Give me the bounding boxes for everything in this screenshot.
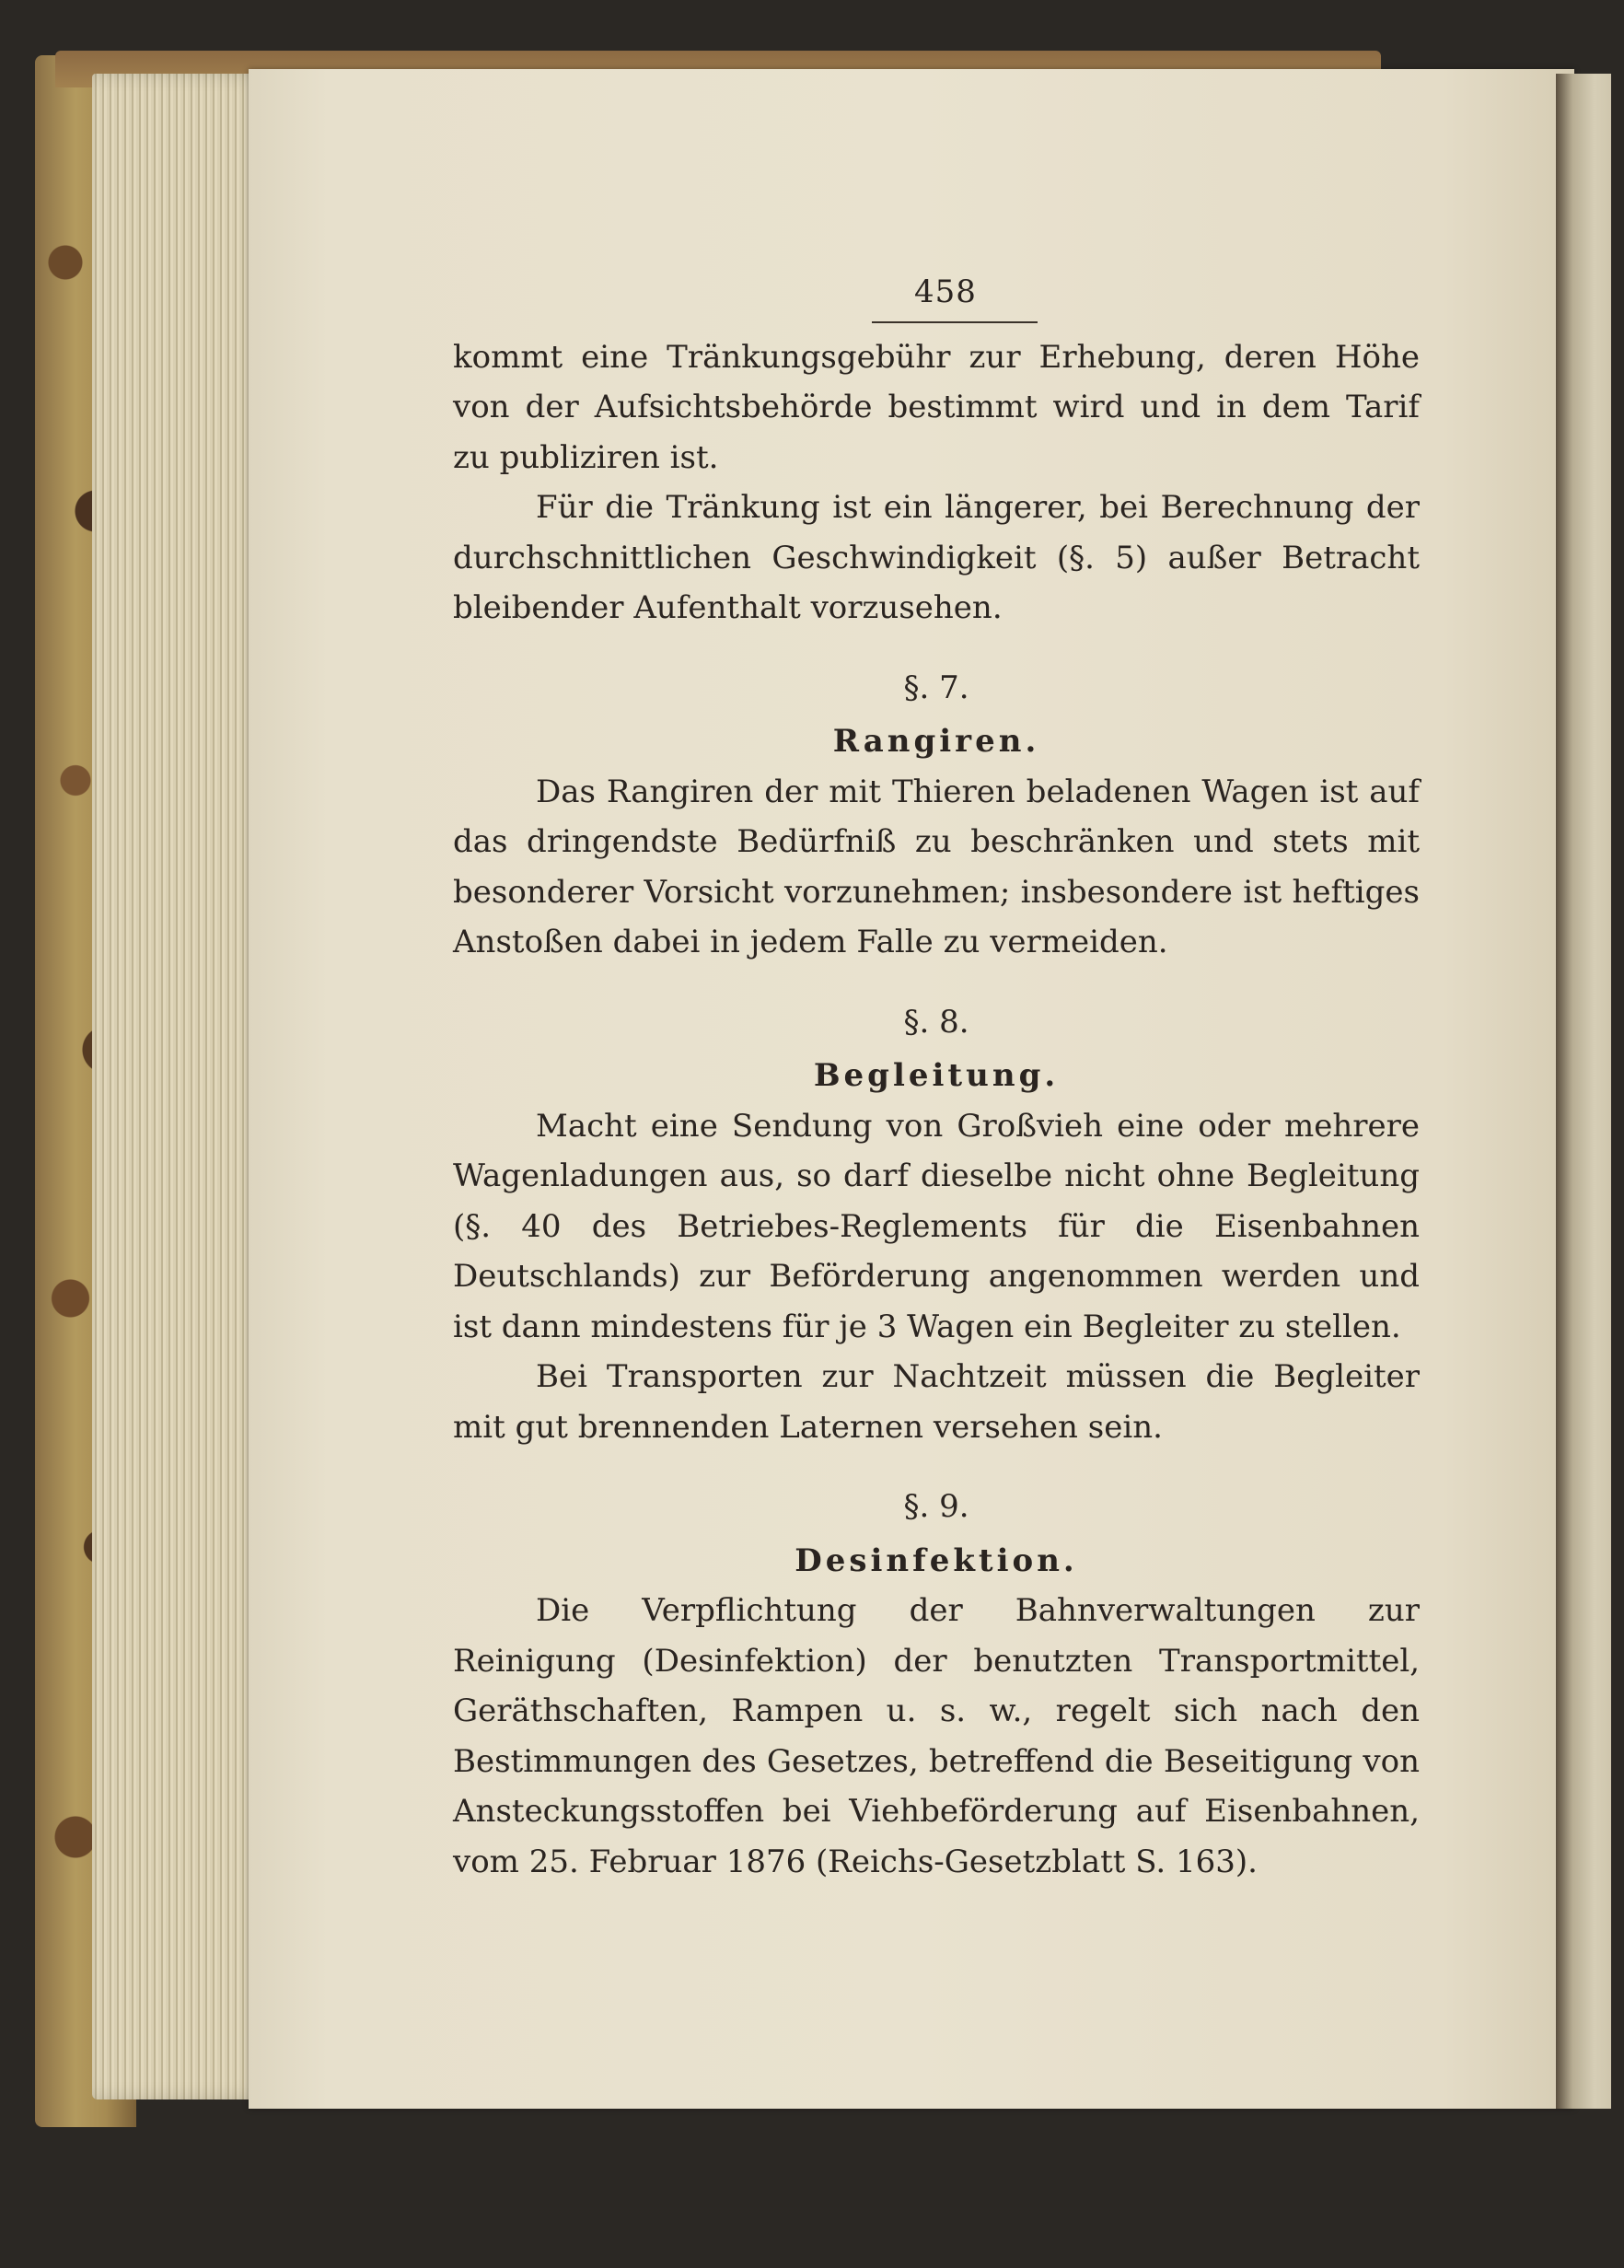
section-number: §. 9. [903, 1488, 969, 1525]
section-paragraph: Das Rangiren der mit Thieren beladenen Wagen ist auf das dringendste Bedürfniß zu beschränken und stets mit besonderer Vorsicht vorzunehmen; insbesondere ist heftiges Anstoßen dabei in jedem Falle zu vermeiden. [453, 773, 1420, 960]
section-paragraph: Bei Transporten zur Nachtzeit müssen die Begleiter mit gut brennenden Laternen versehen sein. [453, 1358, 1420, 1446]
section-title: Rangiren. [832, 723, 1040, 760]
section-paragraph: Macht eine Sendung von Großvieh eine oder mehrere Wagenladungen aus, so darf dieselbe nicht ohne Begleitung (§. 40 des Betriebes-Reglements für die Eisenbahnen Deutschlands) zur Beförderung angenommen werden und ist dann mindestens für je 3 Wagen ein Begleiter zu stellen. [453, 1107, 1420, 1345]
section-7 [453, 663, 1420, 968]
section-title: Desinfektion. [795, 1541, 1078, 1579]
section-9 [453, 1482, 1420, 1887]
section-title: Begleitung. [813, 1057, 1060, 1094]
section-8 [453, 997, 1420, 1453]
continuation-paragraph-2: Für die Tränkung ist ein längerer, bei Berechnung der durchschnittlichen Geschwindigkeit (§. 5) außer Betracht bleibender Aufenthalt vorzusehen. [453, 489, 1420, 626]
page-number: 458 [914, 273, 977, 310]
section-number: §. 7. [903, 669, 969, 706]
next-page-gutter [1556, 74, 1611, 2109]
section-number: §. 8. [903, 1003, 969, 1041]
page-text [453, 267, 1420, 1887]
continuation-paragraph: kommt eine Tränkungsgebühr zur Erhebung, deren Höhe von der Aufsichtsbehörde bestimmt wird und in dem Tarif zu publiziren ist. [453, 338, 1420, 476]
section-paragraph: Die Verpflichtung der Bahnverwaltungen zur Reinigung (Desinfektion) der benutzten Transportmittel, Geräthschaften, Rampen u. s. w., regelt sich nach den Bestimmungen des Gesetzes, betreffend die Beseitigung von Ansteckungsstoffen bei Viehbeförderung auf Eisenbahnen, vom 25. Februar 1876 (Reichs-Gesetzblatt S. 163). [453, 1592, 1420, 1880]
page-stack-edges [92, 74, 267, 2099]
header-rule [872, 321, 1038, 323]
